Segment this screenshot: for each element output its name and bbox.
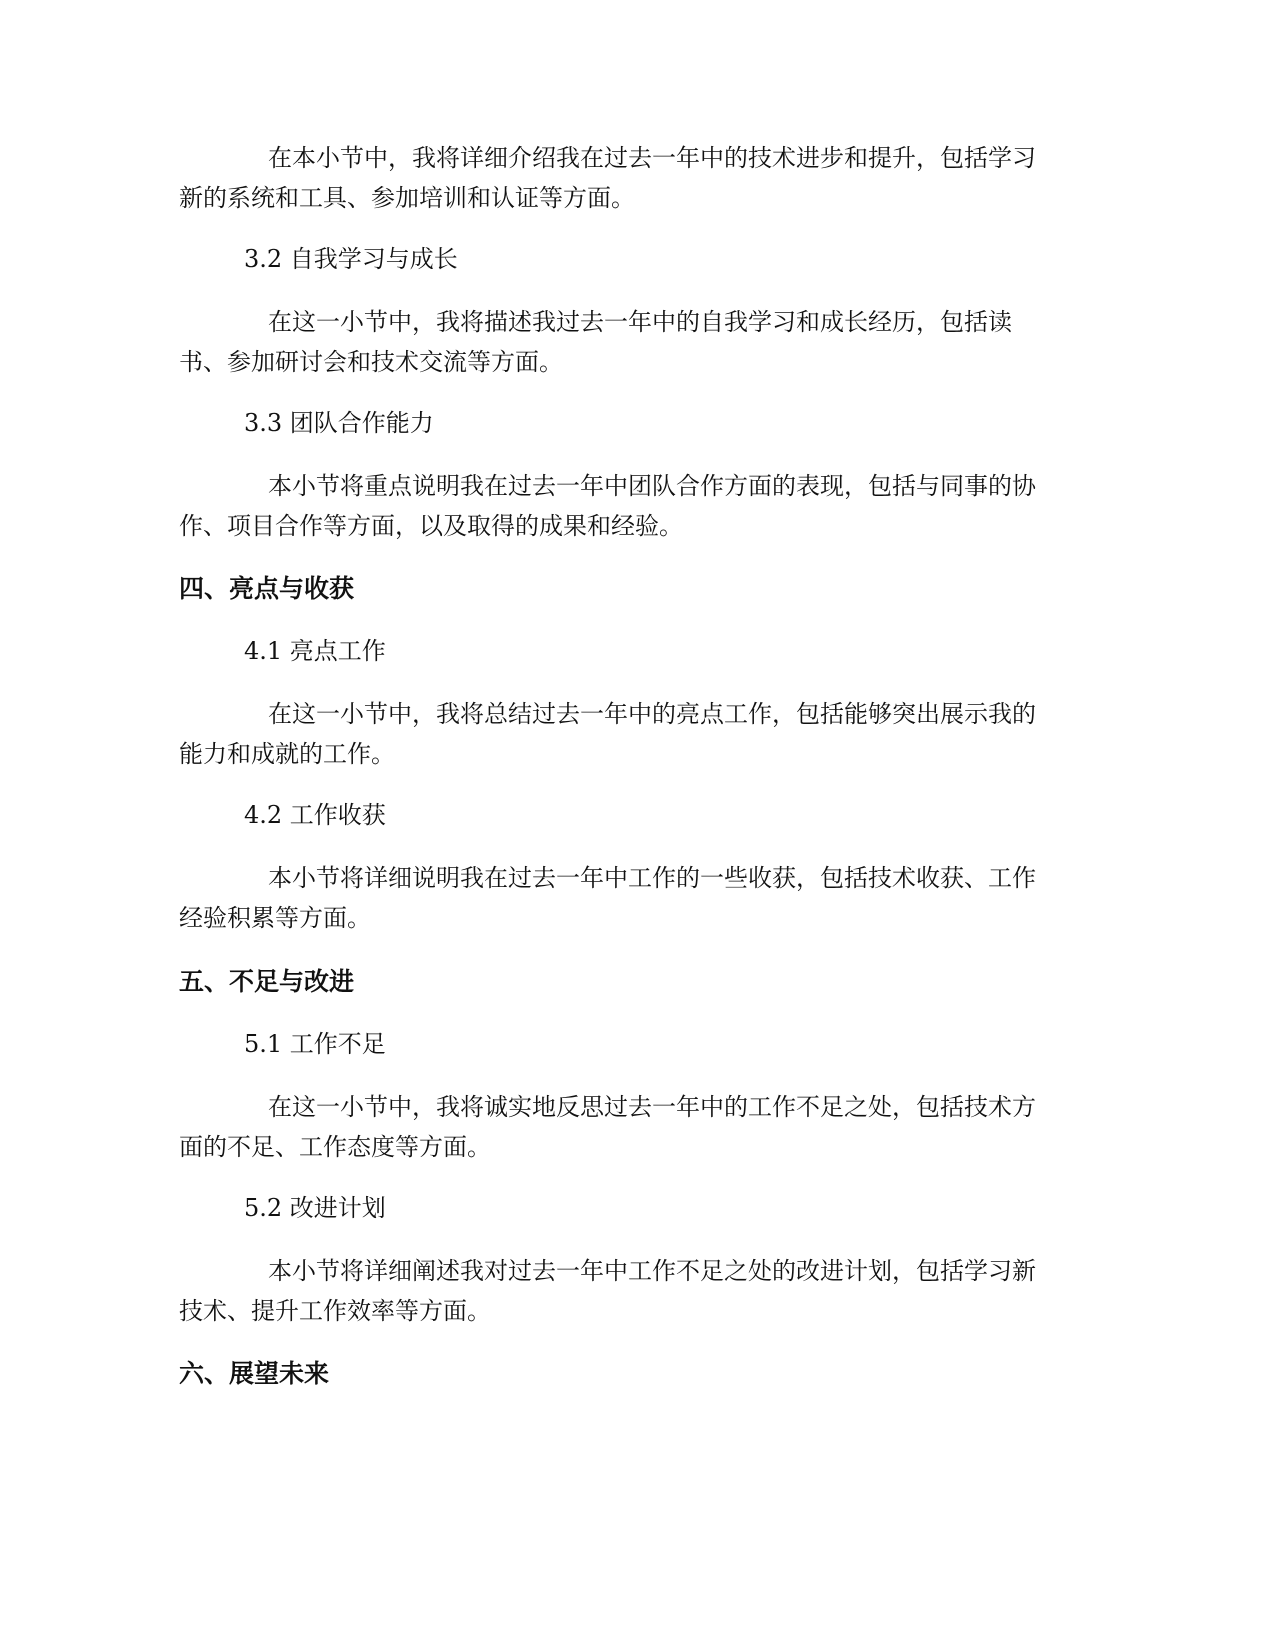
section-4-heading: 四、亮点与收获 <box>179 574 355 603</box>
subsection-4-1-title: 4.1 亮点工作 <box>244 637 386 665</box>
paragraph-4-1-line-1: 在这一小节中，我将总结过去一年中的亮点工作，包括能够突出展示我的 <box>268 700 1036 728</box>
paragraph-3-1-line-1: 在本小节中，我将详细介绍我在过去一年中的技术进步和提升，包括学习 <box>268 144 1036 172</box>
paragraph-4-1-line-2: 能力和成就的工作。 <box>179 740 395 768</box>
paragraph-5-1-line-2: 面的不足、工作态度等方面。 <box>179 1133 491 1161</box>
subsection-3-3-title: 3.3 团队合作能力 <box>244 409 434 437</box>
section-6-heading: 六、展望未来 <box>179 1359 330 1388</box>
paragraph-3-3-line-2: 作、项目合作等方面，以及取得的成果和经验。 <box>179 512 683 540</box>
subsection-5-2-title: 5.2 改进计划 <box>244 1194 386 1222</box>
paragraph-3-3-line-1: 本小节将重点说明我在过去一年中团队合作方面的表现，包括与同事的协 <box>268 472 1036 500</box>
paragraph-3-2-line-2: 书、参加研讨会和技术交流等方面。 <box>179 348 563 376</box>
paragraph-5-2-line-1: 本小节将详细阐述我对过去一年中工作不足之处的改进计划，包括学习新 <box>268 1257 1036 1285</box>
paragraph-3-1-line-2: 新的系统和工具、参加培训和认证等方面。 <box>179 184 635 212</box>
subsection-5-1-title: 5.1 工作不足 <box>244 1030 386 1058</box>
subsection-3-2-title: 3.2 自我学习与成长 <box>244 245 458 273</box>
paragraph-5-1-line-1: 在这一小节中，我将诚实地反思过去一年中的工作不足之处，包括技术方 <box>268 1093 1036 1121</box>
paragraph-5-2-line-2: 技术、提升工作效率等方面。 <box>179 1297 491 1325</box>
paragraph-4-2-line-2: 经验积累等方面。 <box>179 904 371 932</box>
subsection-4-2-title: 4.2 工作收获 <box>244 801 386 829</box>
section-5-heading: 五、不足与改进 <box>179 967 355 996</box>
paragraph-4-2-line-1: 本小节将详细说明我在过去一年中工作的一些收获，包括技术收获、工作 <box>268 864 1036 892</box>
paragraph-3-2-line-1: 在这一小节中，我将描述我过去一年中的自我学习和成长经历，包括读 <box>268 308 1012 336</box>
